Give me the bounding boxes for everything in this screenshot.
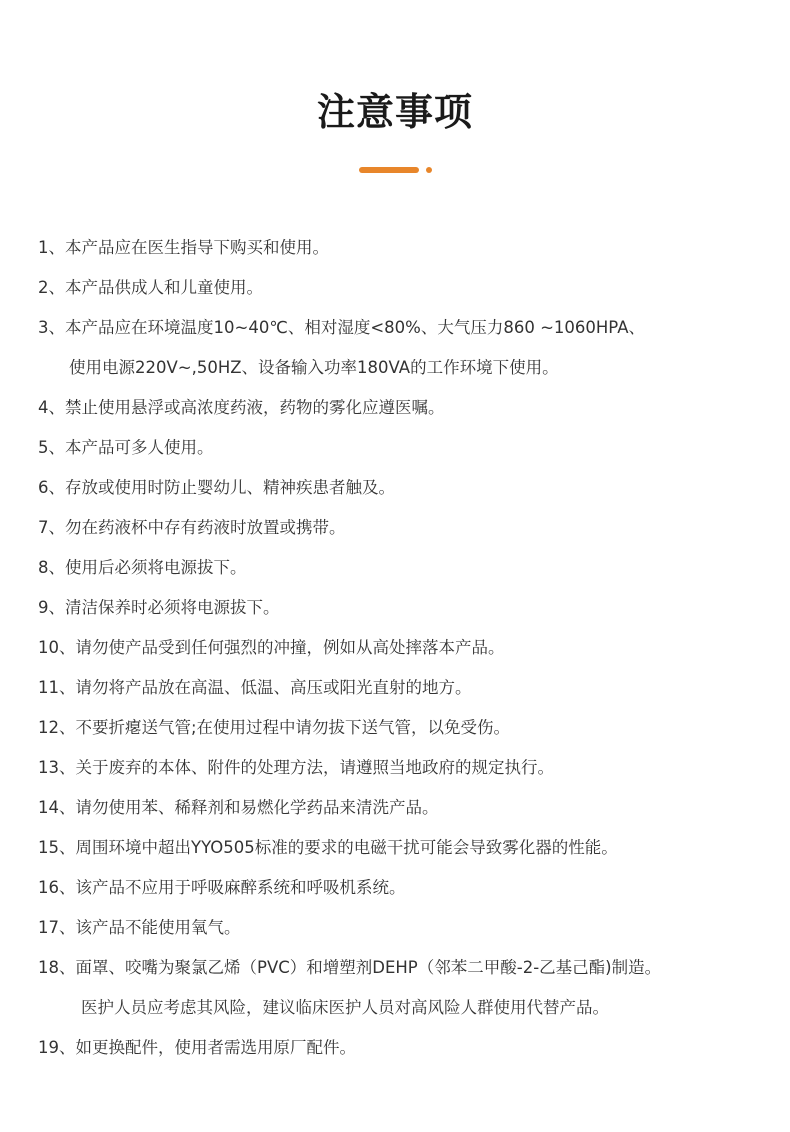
note-number: 8、 <box>38 558 65 577</box>
note-number: 15、 <box>38 838 76 857</box>
note-text: 该产品不能使用氧气。 <box>75 918 241 937</box>
note-item-1 <box>38 228 778 268</box>
note-continuation: 医护人员应考虑其风险，建议临床医护人员对高风险人群使用代替产品。 <box>81 998 609 1017</box>
note-number: 9、 <box>38 598 65 617</box>
note-item-4 <box>38 388 778 428</box>
note-number: 12、 <box>38 718 76 737</box>
note-continuation: 使用电源220V~,50HZ、设备输入功率180VA的工作环境下使用。 <box>69 358 559 377</box>
note-text: 面罩、咬嘴为聚氯乙烯（PVC）和增塑剂DEHP（邻苯二甲酸-2-乙基己酯)制造。 <box>75 958 662 977</box>
note-text: 本产品供成人和儿童使用。 <box>65 278 263 297</box>
note-text: 存放或使用时防止婴幼儿、精神疾患者触及。 <box>65 478 395 497</box>
note-text: 本产品应在环境温度10~40℃、相对湿度<80%、大气压力860 ~1060HPA、 <box>65 318 645 337</box>
note-text: 关于废弃的本体、附件的处理方法，请遵照当地政府的规定执行。 <box>75 758 554 777</box>
note-number: 14、 <box>38 798 76 817</box>
note-item-8 <box>38 548 778 588</box>
note-number: 1、 <box>38 238 65 257</box>
note-item-18 <box>38 948 778 1028</box>
note-text: 本产品可多人使用。 <box>65 438 214 457</box>
notes-list <box>38 228 778 1068</box>
note-number: 3、 <box>38 318 65 337</box>
note-item-13 <box>38 748 778 788</box>
note-item-14 <box>38 788 778 828</box>
note-number: 4、 <box>38 398 65 417</box>
note-text: 使用后必须将电源拔下。 <box>65 558 247 577</box>
note-text: 不要折瘪送气管;在使用过程中请勿拔下送气管，以免受伤。 <box>75 718 511 737</box>
note-number: 6、 <box>38 478 65 497</box>
note-number: 17、 <box>38 918 76 937</box>
note-text: 周围环境中超出YYO505标准的要求的电磁干扰可能会导致雾化器的性能。 <box>75 838 618 857</box>
divider-dot <box>426 167 432 173</box>
note-item-2 <box>38 268 778 308</box>
note-text: 请勿使产品受到任何强烈的冲撞，例如从高处摔落本产品。 <box>75 638 505 657</box>
note-number: 16、 <box>38 878 76 897</box>
note-text: 请勿使用苯、稀释剂和易燃化学药品来清洗产品。 <box>75 798 439 817</box>
note-number: 5、 <box>38 438 65 457</box>
note-item-3 <box>38 308 778 388</box>
note-text: 禁止使用悬浮或高浓度药液，药物的雾化应遵医嘱。 <box>65 398 445 417</box>
note-item-11 <box>38 668 778 708</box>
note-number: 7、 <box>38 518 65 537</box>
note-text: 勿在药液杯中存有药液时放置或携带。 <box>65 518 346 537</box>
note-number: 11、 <box>38 678 76 697</box>
note-number: 2、 <box>38 278 65 297</box>
note-text: 本产品应在医生指导下购买和使用。 <box>65 238 329 257</box>
note-item-15 <box>38 828 778 868</box>
note-number: 18、 <box>38 958 76 977</box>
note-item-7 <box>38 508 778 548</box>
note-item-19 <box>38 1028 778 1068</box>
note-item-10 <box>38 628 778 668</box>
note-item-16 <box>38 868 778 908</box>
note-item-9 <box>38 588 778 628</box>
note-item-5 <box>38 428 778 468</box>
note-item-6 <box>38 468 778 508</box>
note-text: 请勿将产品放在高温、低温、高压或阳光直射的地方。 <box>75 678 472 697</box>
note-item-17 <box>38 908 778 948</box>
note-number: 10、 <box>38 638 76 657</box>
page-title: 注意事项 <box>316 90 473 134</box>
note-text: 如更换配件，使用者需选用原厂配件。 <box>75 1038 356 1057</box>
note-item-12 <box>38 708 778 748</box>
note-text: 该产品不应用于呼吸麻醉系统和呼吸机系统。 <box>75 878 406 897</box>
note-number: 19、 <box>38 1038 76 1057</box>
note-text: 清洁保养时必须将电源拔下。 <box>65 598 280 617</box>
note-number: 13、 <box>38 758 76 777</box>
divider-bar <box>359 167 419 173</box>
